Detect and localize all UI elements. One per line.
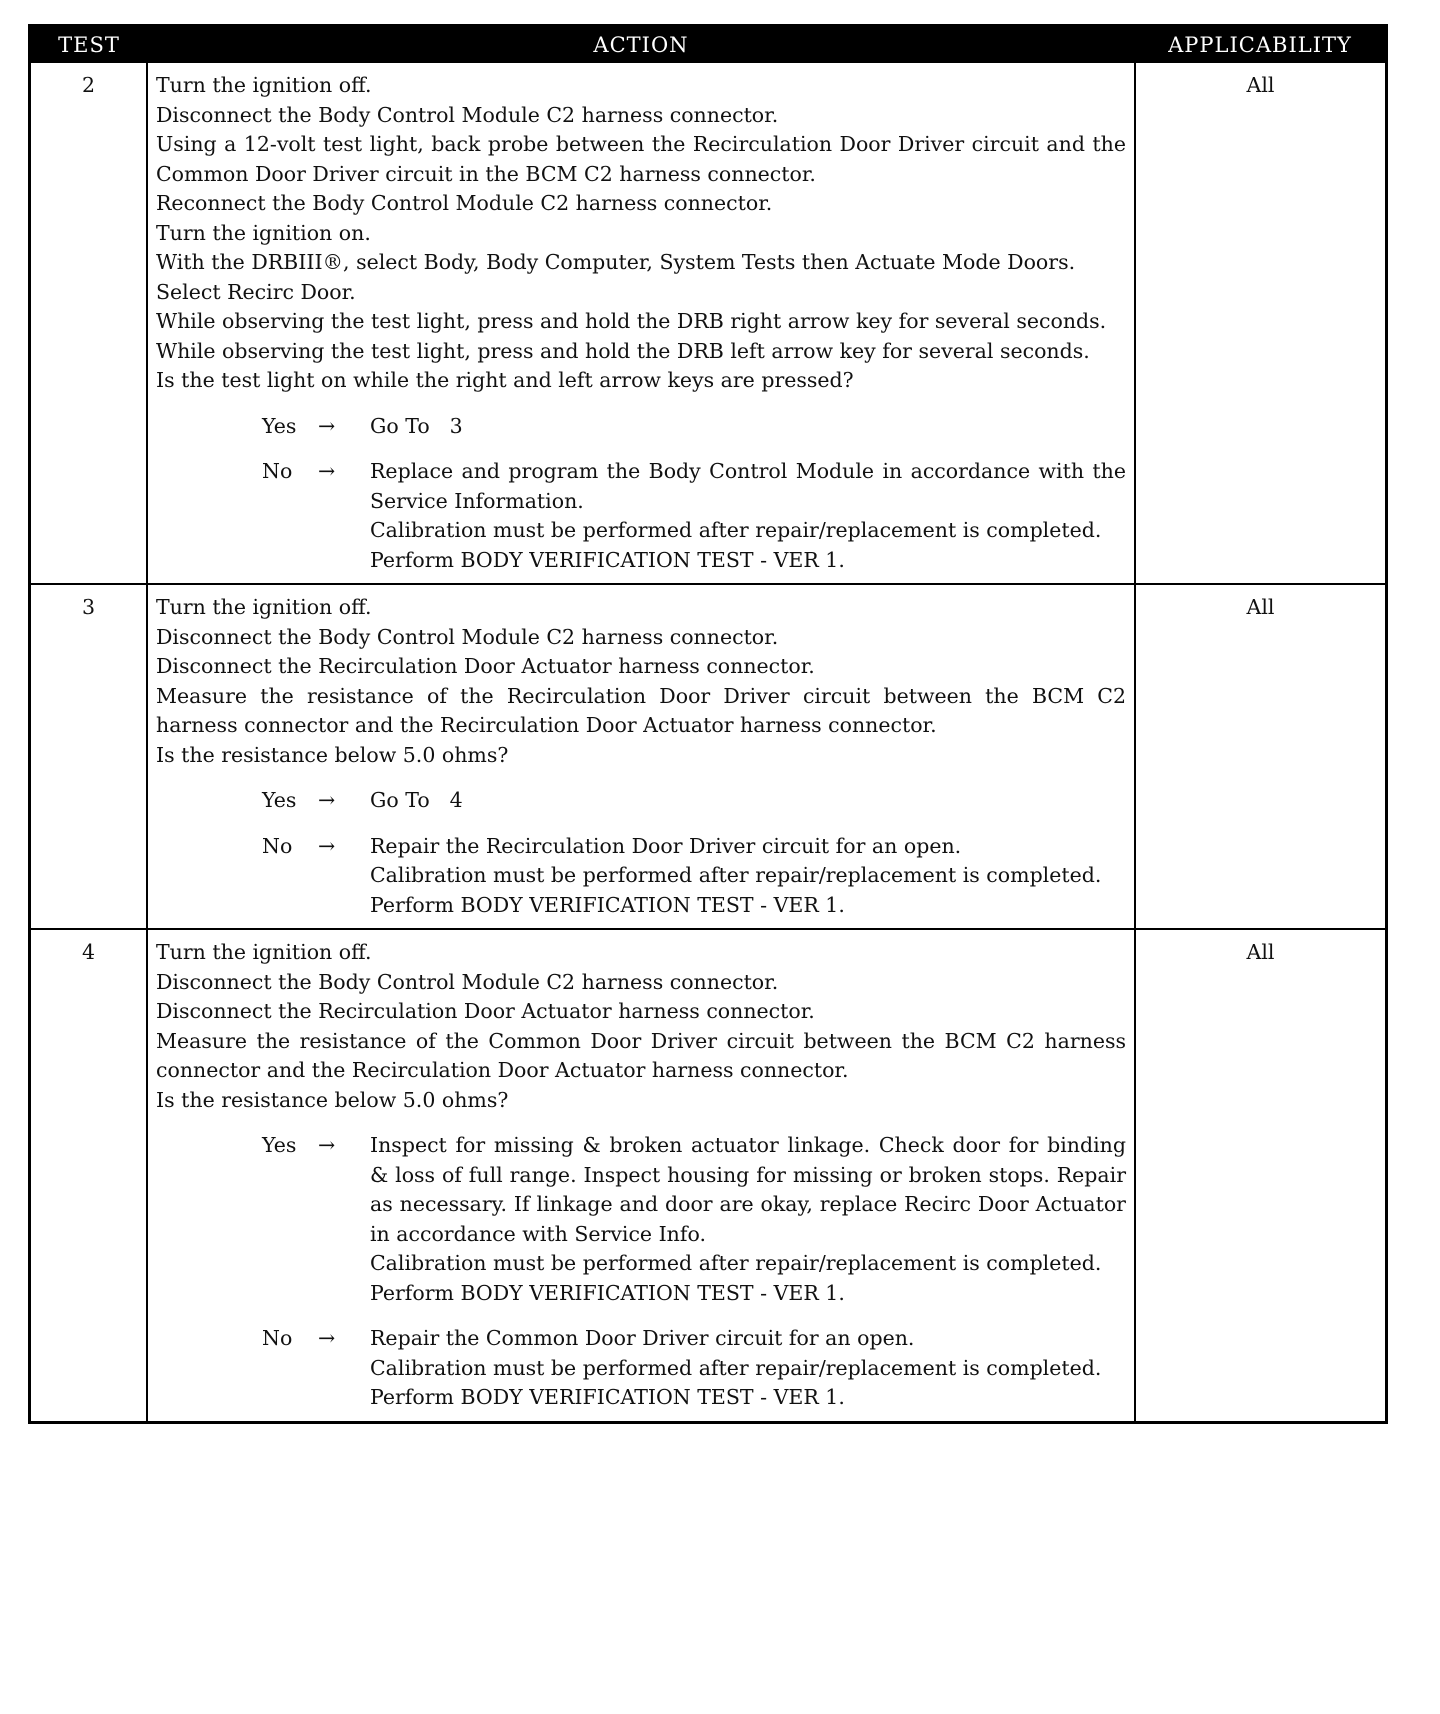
yes-label: Yes (262, 1133, 297, 1157)
outcome-line: Perform BODY VERIFICATION TEST - VER 1. (370, 1280, 845, 1305)
step: Is the test light on while the right and left arrow keys are pressed? (156, 368, 854, 392)
table-row (31, 584, 1385, 929)
no-outcome (156, 457, 1126, 575)
test-table (31, 27, 1385, 1421)
goto (370, 786, 1126, 816)
arrow-right-icon: → (318, 788, 336, 812)
diagnostic-test-table (28, 24, 1388, 1424)
yes-outcome (156, 1131, 1126, 1308)
arrow-right-icon: → (318, 1326, 336, 1350)
step: Disconnect the Body Control Module C2 harness connector. (156, 102, 779, 127)
action-cell (147, 584, 1135, 929)
step: Turn the ignition off. (156, 940, 372, 964)
table-header-row (31, 27, 1385, 63)
step-list (156, 593, 1126, 770)
goto-number: 4 (449, 788, 463, 812)
outcome-text (370, 1324, 1126, 1413)
step: With the DRBIII®, select Body, Body Computer, System Tests then Actuate Mode Doors. (156, 250, 1076, 274)
step: Is the resistance below 5.0 ohms? (156, 1087, 509, 1112)
header-test: TEST (31, 27, 147, 63)
outcome-line: Perform BODY VERIFICATION TEST - VER 1. (370, 547, 845, 572)
outcome-line: Perform BODY VERIFICATION TEST - VER 1. (370, 1385, 845, 1409)
step: Turn the ignition off. (156, 595, 372, 619)
goto (370, 412, 1126, 442)
arrow-right-icon: → (318, 833, 336, 858)
table-row (31, 929, 1385, 1421)
step: Disconnect the Recirculation Door Actuator harness connector. (156, 999, 815, 1023)
step: Measure the resistance of the Common Door Driver circuit between the BCM C2 harness connector and the Recirculation Door Actuator harness connector. (156, 1028, 1126, 1082)
outcome-line: Calibration must be performed after repair/replacement is completed. (370, 863, 1102, 887)
outcome-text (370, 457, 1126, 575)
outcome-line: Replace and program the Body Control Module in accordance with the Service Information. (370, 459, 1126, 513)
outcome-line: Calibration must be performed after repair/replacement is completed. (370, 1355, 1102, 1380)
step-list (156, 938, 1126, 1115)
arrow-right-icon: → (318, 459, 336, 483)
arrow-right-icon: → (318, 1133, 336, 1157)
outcome-line: Calibration must be performed after repair/replacement is completed. (370, 518, 1102, 542)
step: Disconnect the Recirculation Door Actuator harness connector. (156, 654, 815, 678)
no-label: No (262, 1326, 293, 1350)
outcome-line: Calibration must be performed after repair/replacement is completed. (370, 1251, 1102, 1275)
outcome-line: Perform BODY VERIFICATION TEST - VER 1. (370, 892, 845, 917)
step: Disconnect the Body Control Module C2 harness connector. (156, 969, 779, 994)
step: Reconnect the Body Control Module C2 harness connector. (156, 191, 773, 215)
applicability: All (1246, 73, 1275, 97)
outcome-line: Repair the Common Door Driver circuit for an open. (370, 1326, 915, 1350)
goto-text: Go To (370, 788, 430, 812)
action-cell (147, 929, 1135, 1421)
step: While observing the test light, press and hold the DRB left arrow key for several seconds. (156, 338, 1090, 363)
outcome-line: Inspect for missing & broken actuator linkage. Check door for binding & loss of full range. Inspect housing for missing or broken stops. Repair as necessary. If linkage and door are okay, replace Recirc Door Actuator in accordance with Service Info. (370, 1133, 1126, 1246)
yes-outcome (156, 786, 1126, 816)
outcome-line: Repair the Recirculation Door Driver circuit for an open. (370, 833, 962, 858)
step: Select Recirc Door. (156, 279, 356, 304)
yes-label: Yes (262, 788, 297, 812)
test-number: 3 (31, 584, 147, 929)
yes-outcome (156, 412, 1126, 442)
step: Using a 12-volt test light, back probe between the Recirculation Door Driver circuit and the Common Door Driver circuit in the BCM C2 harness connector. (156, 132, 1126, 186)
header-action: ACTION (147, 27, 1135, 63)
no-label: No (262, 459, 293, 483)
yes-label: Yes (262, 413, 297, 438)
step: While observing the test light, press and hold the DRB right arrow key for several seconds. (156, 309, 1107, 333)
table-row (31, 63, 1385, 584)
no-label: No (262, 833, 293, 858)
goto-number: 3 (449, 413, 463, 438)
step: Disconnect the Body Control Module C2 harness connector. (156, 624, 779, 649)
step: Turn the ignition off. (156, 73, 372, 97)
step: Is the resistance below 5.0 ohms? (156, 742, 509, 767)
outcome-text (370, 832, 1126, 921)
step: Measure the resistance of the Recirculation Door Driver circuit between the BCM C2 harness connector and the Recirculation Door Actuator harness connector. (156, 683, 1126, 737)
goto-text: Go To (370, 413, 430, 438)
no-outcome (156, 832, 1126, 921)
step: Turn the ignition on. (156, 220, 371, 245)
applicability: All (1135, 929, 1385, 1421)
step-list (156, 71, 1126, 396)
action-cell (147, 63, 1135, 584)
test-number: 2 (31, 63, 147, 584)
arrow-right-icon: → (318, 413, 336, 438)
applicability: All (1135, 584, 1385, 929)
outcome-text (370, 1131, 1126, 1308)
test-number: 4 (31, 929, 147, 1421)
header-applicability: APPLICABILITY (1135, 27, 1385, 63)
no-outcome (156, 1324, 1126, 1413)
